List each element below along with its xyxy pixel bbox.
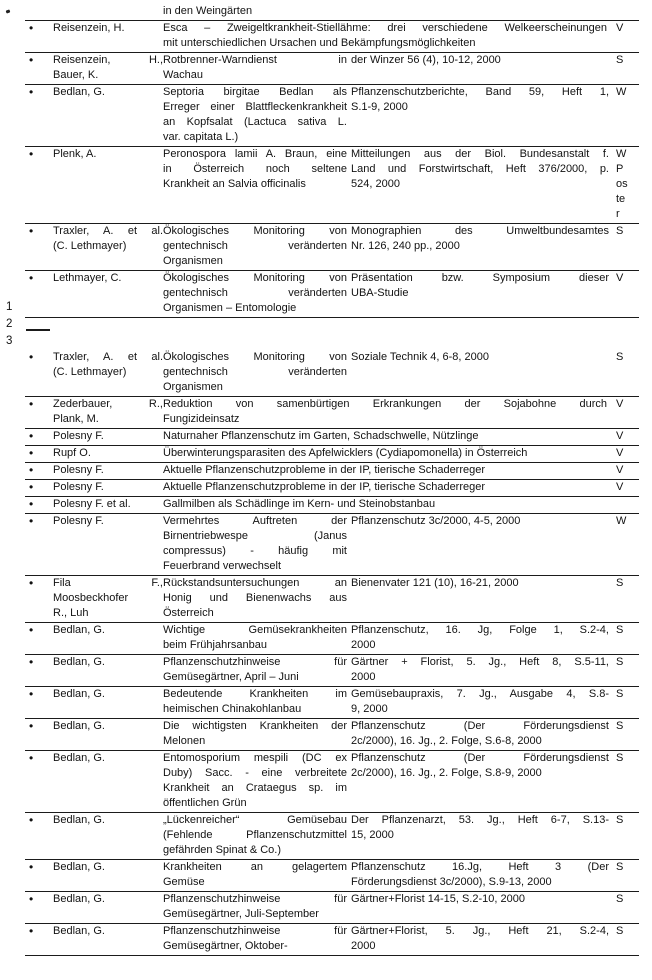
- author-cell: [53, 687, 163, 717]
- author-cell: [53, 4, 163, 19]
- text-line: Traxler, A. et al.: [53, 225, 163, 237]
- text-line: S: [616, 752, 624, 764]
- text-line: Ökologisches Monitoring von: [163, 272, 347, 284]
- source-cell: [351, 147, 611, 222]
- source-cell: [351, 53, 611, 83]
- text-line: Bedlan, G.: [53, 86, 105, 98]
- type-cell: [611, 350, 637, 395]
- text-line: Bedlan, G.: [53, 752, 105, 764]
- text-line: Gemüse: [163, 876, 205, 888]
- text-line: Pflanzenschutzhinweise für: [163, 925, 347, 937]
- text-line: P: [616, 163, 624, 175]
- text-line: Wichtige Gemüsekrankheiten: [163, 624, 347, 636]
- source-cell: [351, 655, 611, 685]
- text-line: Rückstandsuntersuchungen an: [163, 577, 347, 589]
- text-line: V: [616, 398, 624, 410]
- text-line: S: [616, 624, 624, 636]
- text-line: 2000: [351, 639, 376, 651]
- text-line: öffentlichen Grün: [163, 797, 247, 809]
- type-cell: [611, 429, 637, 444]
- bibliography-table: [6, 4, 639, 956]
- scan-speck-icon: [6, 9, 11, 13]
- title-cell: [163, 429, 611, 444]
- bib-row: [25, 687, 639, 719]
- text-line: Bedlan, G.: [53, 656, 105, 668]
- bib-row: [25, 655, 639, 687]
- source-cell: [351, 514, 611, 574]
- text-line: Esca – Zweigeltkrankheit-Stiellähme: drei verschiedene Welkeerscheinungen: [163, 22, 607, 34]
- title-cell: [163, 397, 611, 427]
- text-line: W: [616, 148, 627, 160]
- text-line: 2c/2000), 16. Jg., 2. Folge, S.8-9, 2000: [351, 767, 542, 779]
- author-cell: [53, 497, 163, 512]
- margin-line-number: 2: [6, 318, 13, 330]
- text-line: Ökologisches Monitoring von: [163, 225, 347, 237]
- text-line: in Österreich noch seltene: [163, 163, 347, 175]
- bullet-icon: [25, 4, 53, 19]
- type-cell: [611, 655, 637, 685]
- text-line: Mitteilungen aus der Biol. Bundesanstalt f.: [351, 148, 609, 160]
- text-line: V: [616, 22, 624, 34]
- bib-row: [25, 350, 639, 397]
- text-line: compressus) - häufig mit: [163, 545, 347, 557]
- text-line: Gärtner+Florist, 5. Jg., Heft 21, S.2-4,: [351, 925, 609, 937]
- text-line: gentechnisch veränderten: [163, 287, 347, 299]
- bullet-icon: •: [29, 85, 34, 99]
- text-line: (C. Lethmayer): [53, 366, 127, 378]
- source-cell: [351, 924, 611, 954]
- text-line: S.1-9, 2000: [351, 101, 408, 113]
- text-line: S: [616, 577, 624, 589]
- title-cell: [163, 21, 611, 51]
- text-line: Gemüsebaupraxis, 7. Jg., Ausgabe 4, S.8-: [351, 688, 609, 700]
- bullet-icon: •: [29, 751, 34, 765]
- author-cell: [53, 53, 163, 83]
- title-cell: [163, 576, 351, 621]
- text-line: Fila F.,: [53, 577, 163, 589]
- text-line: Vermehrtes Auftreten der: [163, 515, 347, 527]
- text-line: Gärtner + Florist, 5. Jg., Heft 8, S.5-11,: [351, 656, 609, 668]
- title-cell: [163, 860, 351, 890]
- text-line: gentechnisch veränderten: [163, 366, 347, 378]
- text-line: Bedlan, G.: [53, 624, 105, 636]
- text-line: Moosbeckhofer: [53, 592, 129, 604]
- text-line: Organismen – Entomologie: [163, 302, 297, 314]
- text-line: Präsentation bzw. Symposium dieser: [351, 272, 609, 284]
- source-cell: [351, 576, 611, 621]
- title-cell: [163, 719, 351, 749]
- source-cell: [351, 623, 611, 653]
- type-cell: [611, 480, 637, 495]
- title-cell: [163, 446, 611, 461]
- text-line: S: [616, 925, 624, 937]
- text-line: Österreich: [163, 607, 214, 619]
- type-cell: [611, 224, 637, 269]
- text-line: „Lückenreicher“ Gemüsebau: [163, 814, 347, 826]
- source-cell: [351, 687, 611, 717]
- text-line: Pflanzenschutzberichte, Band 59, Heft 1,: [351, 86, 609, 98]
- type-cell: [611, 147, 637, 222]
- author-cell: [53, 514, 163, 574]
- author-cell: [53, 21, 163, 51]
- text-line: (C. Lethmayer): [53, 240, 127, 252]
- bib-row: [25, 21, 639, 53]
- bib-row: [25, 463, 639, 480]
- bullet-icon: •: [29, 655, 34, 669]
- bib-row: [25, 860, 639, 892]
- text-line: Reisenzein, H.,: [53, 54, 163, 66]
- type-cell: [611, 623, 637, 653]
- text-line: Bienenvater 121 (10), 16-21, 2000: [351, 577, 519, 589]
- bib-row: [25, 271, 639, 318]
- text-line: te: [616, 193, 626, 205]
- bullet-icon: •: [29, 480, 34, 494]
- margin-line-number: 1: [6, 301, 13, 313]
- author-cell: [53, 147, 163, 222]
- text-line: Pflanzenschutz 16.Jg, Heft 3 (Der: [351, 861, 609, 873]
- text-line: Erreger einer Blattfleckenkrankheit: [163, 101, 347, 113]
- bullet-icon: •: [29, 21, 34, 35]
- text-line: S: [616, 720, 624, 732]
- text-line: Monographien des Umweltbundesamtes: [351, 225, 609, 237]
- text-line: Pflanzenschutz (Der Förderungsdienst: [351, 720, 609, 732]
- text-line: Polesny F. et al.: [53, 498, 131, 510]
- bullet-icon: •: [29, 397, 34, 411]
- text-line: S: [616, 54, 624, 66]
- text-line: S: [616, 225, 624, 237]
- bib-row: [25, 719, 639, 751]
- type-cell: [611, 751, 637, 811]
- text-line: Soziale Technik 4, 6-8, 2000: [351, 351, 489, 363]
- text-line: Gemüsegärtner, Oktober-: [163, 940, 288, 952]
- bib-row: [25, 224, 639, 271]
- text-line: V: [616, 272, 624, 284]
- title-cell: [163, 53, 351, 83]
- bib-row: [25, 514, 639, 576]
- text-line: Pflanzenschutz (Der Förderungsdienst: [351, 752, 609, 764]
- type-cell: [611, 397, 637, 427]
- title-cell: [163, 463, 611, 478]
- title-cell: [163, 147, 351, 222]
- author-cell: [53, 860, 163, 890]
- text-line: Wachau: [163, 69, 203, 81]
- text-line: W: [616, 86, 627, 98]
- text-line: Reduktion von samenbürtigen Erkrankungen der Sojabohne durch: [163, 398, 607, 410]
- title-cell: [163, 497, 611, 512]
- text-line: Aktuelle Pflanzenschutzprobleme in der IP, tierische Schaderreger: [163, 481, 486, 493]
- text-line: Gallmilben als Schädlinge im Kern- und Steinobstanbau: [163, 498, 436, 510]
- author-cell: [53, 924, 163, 954]
- author-cell: [53, 224, 163, 269]
- text-line: Traxler, A. et al.: [53, 351, 163, 363]
- bullet-icon: •: [29, 350, 34, 364]
- type-cell: [611, 719, 637, 749]
- author-cell: [53, 271, 163, 316]
- text-line: S: [616, 688, 624, 700]
- text-line: Peronospora lamii A. Braun, eine: [163, 148, 347, 160]
- text-line: Pflanzenschutzhinweise für: [163, 893, 347, 905]
- text-line: heimischen Chinakohlanbau: [163, 703, 302, 715]
- bullet-icon: •: [29, 429, 34, 443]
- text-line: Bedlan, G.: [53, 893, 105, 905]
- type-cell: [611, 576, 637, 621]
- text-line: Bedlan, G.: [53, 688, 105, 700]
- type-cell: [611, 813, 637, 858]
- text-line: Gemüsegärtner, Juli-September: [163, 908, 319, 920]
- title-cell: [163, 892, 351, 922]
- type-cell: [611, 497, 637, 512]
- text-line: Rupf O.: [53, 447, 91, 459]
- text-line: Land und Forstwirtschaft, Heft 376/2000, p.: [351, 163, 609, 175]
- text-line: Polesny F.: [53, 515, 104, 527]
- text-line: Entomosporium mespili (DC ex: [163, 752, 347, 764]
- bullet-icon: •: [29, 892, 34, 906]
- type-cell: [611, 21, 637, 51]
- bullet-icon: •: [29, 623, 34, 637]
- title-cell: [163, 480, 611, 495]
- bib-row: [25, 892, 639, 924]
- text-line: S: [616, 814, 624, 826]
- bib-row: [25, 446, 639, 463]
- text-line: Überwinterungsparasiten des Apfelwicklers (Cydiapomonella) in Österreich: [163, 447, 528, 459]
- text-line: Honig und Bienenwachs aus: [163, 592, 347, 604]
- text-line: V: [616, 481, 624, 493]
- bullet-icon: •: [29, 446, 34, 460]
- type-cell: [611, 4, 637, 19]
- text-line: Organismen: [163, 381, 223, 393]
- bib-row: [25, 497, 639, 514]
- text-line: W: [616, 515, 627, 527]
- author-cell: [53, 719, 163, 749]
- text-line: Birnentriebwespe (Janus: [163, 530, 347, 542]
- author-cell: [53, 429, 163, 444]
- text-line: Plenk, A.: [53, 148, 97, 160]
- text-line: Organismen: [163, 255, 223, 267]
- text-line: 2c/2000), 16. Jg., 2. Folge, S.6-8, 2000: [351, 735, 542, 747]
- text-line: Polesny F.: [53, 430, 104, 442]
- text-line: Fungizideinsatz: [163, 413, 240, 425]
- source-cell: [351, 350, 611, 395]
- text-line: (Fehlende Pflanzenschutzmittel: [163, 829, 347, 841]
- text-line: Gärtner+Florist 14-15, S.2-10, 2000: [351, 893, 525, 905]
- author-cell: [53, 463, 163, 478]
- bullet-icon: •: [29, 514, 34, 528]
- bib-row: [25, 623, 639, 655]
- text-line: 524, 2000: [351, 178, 400, 190]
- type-cell: [611, 924, 637, 954]
- text-line: gefährden Spinat & Co.): [163, 844, 282, 856]
- type-cell: [611, 53, 637, 83]
- type-cell: [611, 271, 637, 316]
- text-line: Duby) Sacc. - eine verbreitete: [163, 767, 347, 779]
- bib-row: [25, 147, 639, 224]
- bullet-icon: •: [29, 53, 34, 67]
- text-line: der Winzer 56 (4), 10-12, 2000: [351, 54, 501, 66]
- bib-row: [25, 429, 639, 446]
- text-line: Krankheit an Crataegus sp. im: [163, 782, 347, 794]
- source-cell: [351, 224, 611, 269]
- text-line: V: [616, 430, 624, 442]
- text-line: Ökologisches Monitoring von: [163, 351, 347, 363]
- text-line: Melonen: [163, 735, 206, 747]
- source-cell: [351, 719, 611, 749]
- title-cell: [163, 687, 351, 717]
- title-cell: [163, 751, 351, 811]
- bib-row: [25, 751, 639, 813]
- author-cell: [53, 751, 163, 811]
- type-cell: [611, 892, 637, 922]
- text-line: 2000: [351, 940, 376, 952]
- text-line: mit unterschiedlichen Ursachen und Bekämpfungsmöglichkeiten: [163, 37, 476, 49]
- text-line: Krankheit an Salvia officinalis: [163, 178, 306, 190]
- text-line: Bedlan, G.: [53, 925, 105, 937]
- type-cell: [611, 85, 637, 145]
- text-line: S: [616, 656, 624, 668]
- author-cell: [53, 813, 163, 858]
- text-line: Gemüsegärtner, April – Juni: [163, 671, 299, 683]
- bullet-icon: •: [29, 924, 34, 938]
- bib-row: [25, 53, 639, 85]
- author-cell: [53, 85, 163, 145]
- text-line: Bedlan, G.: [53, 814, 105, 826]
- title-cell: [163, 350, 351, 395]
- type-cell: [611, 514, 637, 574]
- source-cell: [351, 860, 611, 890]
- bib-row: [25, 924, 639, 956]
- text-line: r: [616, 208, 620, 220]
- author-cell: [53, 892, 163, 922]
- text-line: Nr. 126, 240 pp., 2000: [351, 240, 460, 252]
- author-cell: [53, 480, 163, 495]
- bib-row: [25, 85, 639, 147]
- bullet-icon: •: [29, 813, 34, 827]
- title-cell: [163, 224, 351, 269]
- text-line: Bedlan, G.: [53, 720, 105, 732]
- separator-dash: [26, 329, 50, 331]
- text-line: Bedlan, G.: [53, 861, 105, 873]
- bib-row: [25, 480, 639, 497]
- bib-row: [25, 576, 639, 623]
- text-line: Polesny F.: [53, 481, 104, 493]
- title-cell: [163, 514, 351, 574]
- text-line: Krankheiten an gelagertem: [163, 861, 347, 873]
- type-cell: [611, 463, 637, 478]
- text-line: 15, 2000: [351, 829, 394, 841]
- text-line: Rotbrenner-Warndienst in: [163, 54, 347, 66]
- text-line: UBA-Studie: [351, 287, 409, 299]
- source-cell: [351, 751, 611, 811]
- title-cell: [163, 85, 351, 145]
- author-cell: [53, 397, 163, 427]
- type-cell: [611, 860, 637, 890]
- text-line: Naturnaher Pflanzenschutz im Garten, Schadschwelle, Nützlinge: [163, 430, 479, 442]
- text-line: Septoria birgitae Bedlan als: [163, 86, 347, 98]
- type-cell: [611, 446, 637, 461]
- author-cell: [53, 446, 163, 461]
- text-line: gentechnisch veränderten: [163, 240, 347, 252]
- source-cell: [351, 271, 611, 316]
- text-line: 9, 2000: [351, 703, 388, 715]
- text-line: Förderungsdienst 3c/2000), S.9-13, 2000: [351, 876, 552, 888]
- source-cell: [351, 813, 611, 858]
- text-line: S: [616, 861, 624, 873]
- author-cell: [53, 623, 163, 653]
- text-line: in den Weingärten: [163, 5, 253, 17]
- bullet-icon: •: [29, 860, 34, 874]
- text-line: Zederbauer, R.,: [53, 398, 163, 410]
- title-cell: [163, 924, 351, 954]
- author-cell: [53, 576, 163, 621]
- text-line: S: [616, 893, 624, 905]
- title-cell: [163, 4, 351, 19]
- bullet-icon: •: [29, 576, 34, 590]
- text-line: Reisenzein, H.: [53, 22, 125, 34]
- text-line: Pflanzenschutz, 16. Jg, Folge 1, S.2-4,: [351, 624, 609, 636]
- text-line: R., Luh: [53, 607, 89, 619]
- type-cell: [611, 687, 637, 717]
- text-line: Aktuelle Pflanzenschutzprobleme in der IP, tierische Schaderreger: [163, 464, 486, 476]
- title-cell: [163, 271, 351, 316]
- text-line: Bedeutende Krankheiten im: [163, 688, 347, 700]
- text-line: V: [616, 464, 624, 476]
- text-line: Polesny F.: [53, 464, 104, 476]
- bib-row: [25, 397, 639, 429]
- text-line: 2000: [351, 671, 376, 683]
- text-line: os: [616, 178, 628, 190]
- bullet-icon: •: [29, 687, 34, 701]
- text-line: Der Pflanzenarzt, 53. Jg., Heft 6-7, S.13-: [351, 814, 609, 826]
- text-line: an Kopfsalat (Lactuca sativa L.: [163, 116, 347, 128]
- bullet-icon: •: [29, 147, 34, 161]
- text-line: Pflanzenschutz 3c/2000, 4-5, 2000: [351, 515, 521, 527]
- bib-row: [25, 813, 639, 860]
- author-cell: [53, 350, 163, 395]
- text-line: Feuerbrand verwechselt: [163, 560, 282, 572]
- author-cell: [53, 655, 163, 685]
- bullet-icon: •: [29, 224, 34, 238]
- text-line: Pflanzenschutzhinweise für: [163, 656, 347, 668]
- bullet-icon: •: [29, 719, 34, 733]
- text-line: Lethmayer, C.: [53, 272, 122, 284]
- text-line: Die wichtigsten Krankheiten der: [163, 720, 347, 732]
- text-line: V: [616, 447, 624, 459]
- source-cell: [351, 892, 611, 922]
- source-cell: [351, 85, 611, 145]
- text-line: S: [616, 351, 624, 363]
- text-line: beim Frühjahrsanbau: [163, 639, 267, 651]
- text-line: Bauer, K.: [53, 69, 99, 81]
- bullet-icon: •: [29, 497, 34, 511]
- title-cell: [163, 813, 351, 858]
- bullet-icon: •: [29, 463, 34, 477]
- source-cell: [351, 4, 611, 19]
- margin-line-numbers: [6, 299, 12, 350]
- title-cell: [163, 655, 351, 685]
- title-cell: [163, 623, 351, 653]
- margin-line-number: 3: [6, 335, 13, 347]
- bullet-icon: •: [29, 271, 34, 285]
- bib-row: [25, 4, 639, 21]
- text-line: var. capitata L.): [163, 131, 239, 143]
- text-line: Plank, M.: [53, 413, 99, 425]
